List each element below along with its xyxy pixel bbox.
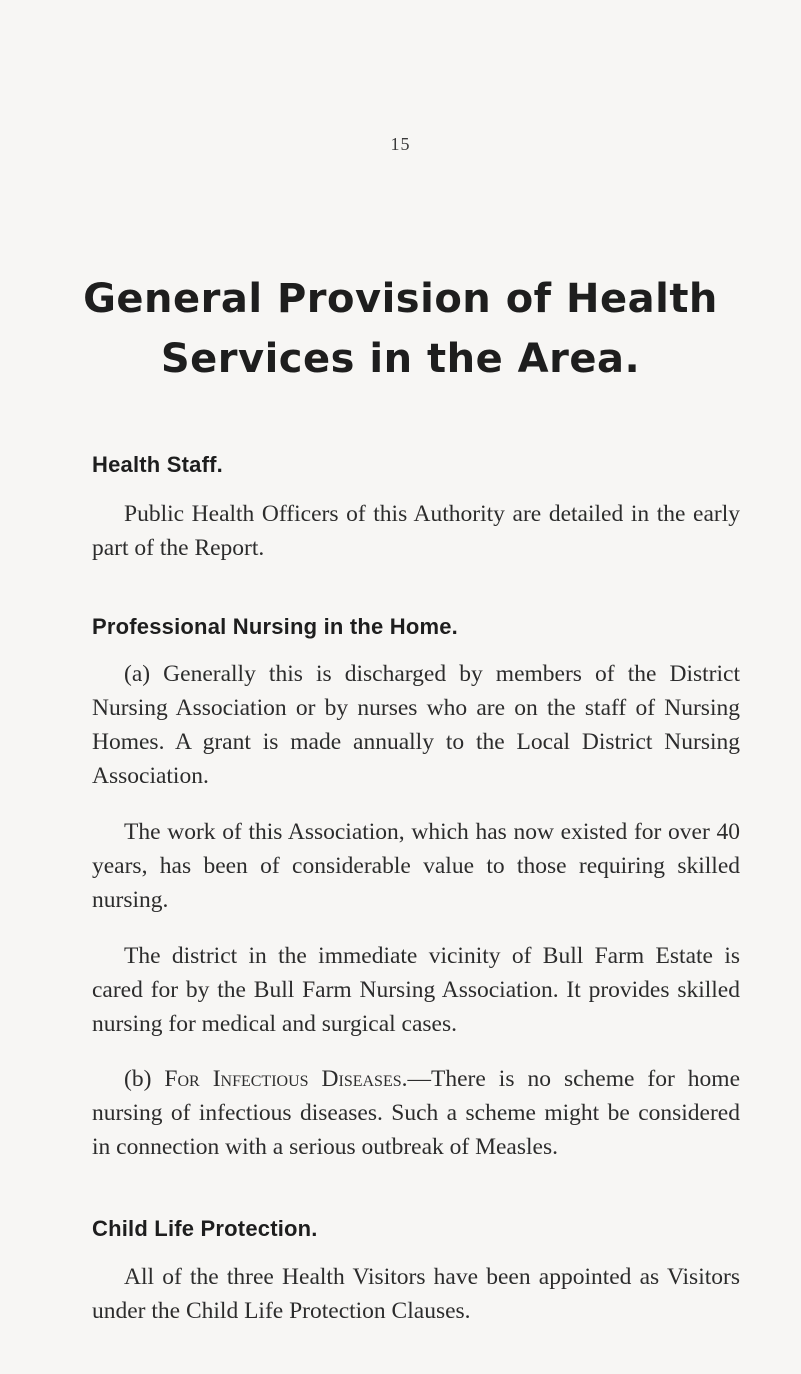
section-heading-professional-nursing: Professional Nursing in the Home. (92, 614, 458, 639)
section-heading-health-staff: Health Staff. (92, 452, 223, 477)
paragraph-bull-farm-district: The district in the immediate vicinity of Bull Farm Estate is cared for by the Bull Farm Nursing Association. It provides skilled nursing for medical and surgical cases. (92, 943, 740, 1037)
paragraph-nursing-association-work: The work of this Association, which has now existed for over 40 years, has been of considerable value to those requiring skilled nursing. (92, 819, 740, 913)
paragraph-nursing-a: (a) Generally this is discharged by members of the District Nursing Association or by nurses who are on the staff of Nursing Homes. A grant is made annually to the Local District Nursing Association. (92, 661, 740, 789)
paragraph-child-life-protection: All of the three Health Visitors have been appointed as Visitors under the Child Life Protection Clauses. (92, 1264, 740, 1324)
section-heading-child-life-protection: Child Life Protection. (92, 1216, 318, 1241)
paragraph-nursing-b-prefix: (b) (124, 1066, 165, 1092)
paragraph-nursing-b (92, 1062, 740, 1164)
page-title-line-2: Services in the Area. (160, 336, 641, 382)
paragraph-health-staff: Public Health Officers of this Authority are detailed in the early part of the Report. (92, 501, 740, 561)
paragraph-nursing-b-text: —There is no scheme for home nursing of infectious diseases. Such a scheme might be considered in connection with a serious outbreak of Measles. (92, 1066, 741, 1160)
page-number: 15 (390, 134, 411, 154)
paragraph-nursing-b-title: For Infectious Diseases. (164, 1066, 408, 1092)
page-title-line-1: General Provision of Health (83, 276, 718, 322)
